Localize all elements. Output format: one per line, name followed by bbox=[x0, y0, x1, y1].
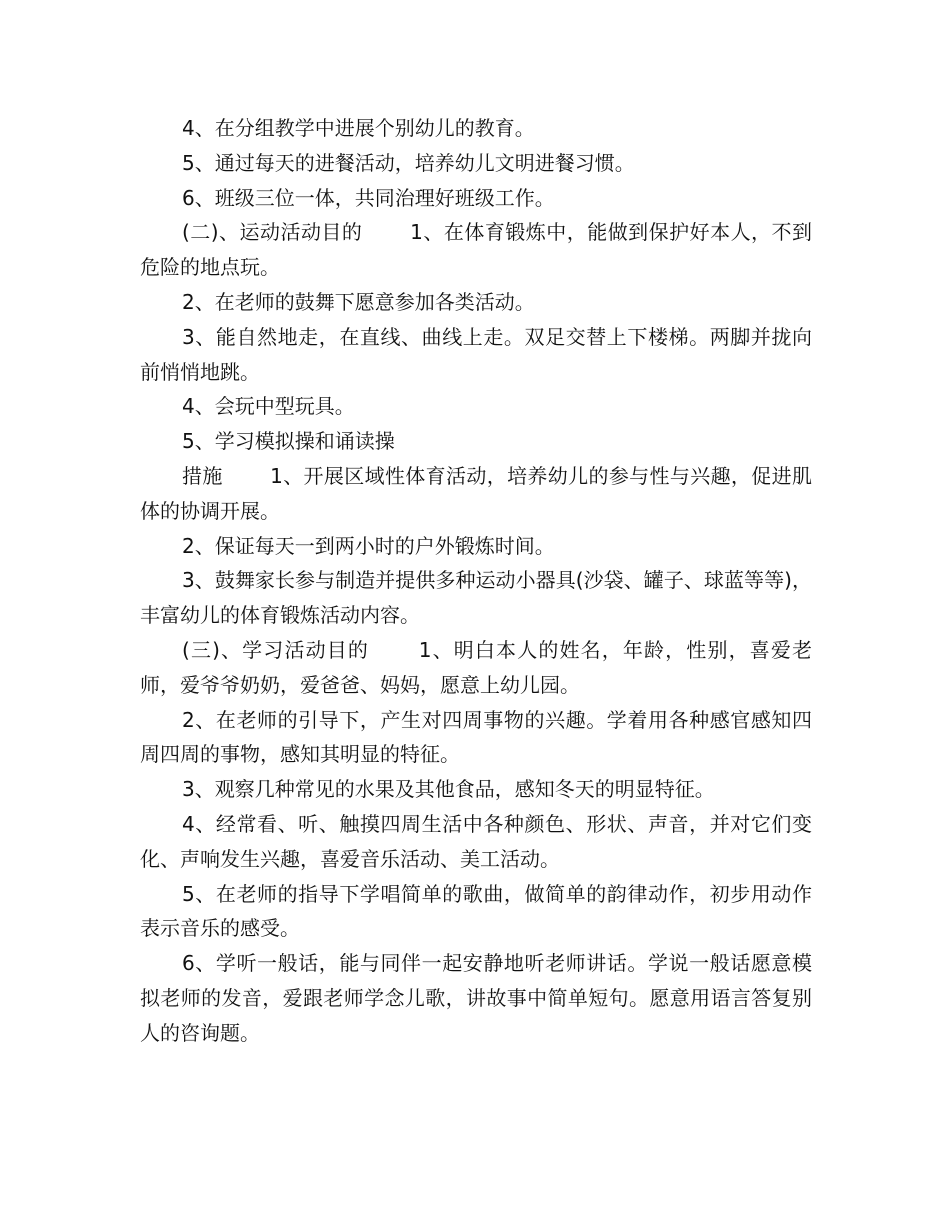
paragraph: 4、会玩中型玩具。 bbox=[182, 394, 355, 419]
paragraph: 5、学习模拟操和诵读操 bbox=[182, 429, 395, 454]
section-heading-paragraph: (三)、学习活动目的 1、明白本人的姓名，年龄，性别，喜爱老师，爱爷爷奶奶，爱爸爸、妈妈，愿意上幼儿园。 bbox=[140, 637, 812, 697]
paragraph: 6、学听一般话，能与同伴一起安静地听老师讲话。学说一般话愿意模拟老师的发音，爱跟老师学念儿歌，讲故事中简单短句。愿意用语言答复别人的咨询题。 bbox=[140, 951, 812, 1045]
paragraph: 4、经常看、听、触摸四周生活中各种颜色、形状、声音，并对它们变化、声响发生兴趣，喜爱音乐活动、美工活动。 bbox=[140, 811, 812, 871]
paragraph: 2、保证每天一到两小时的户外锻炼时间。 bbox=[182, 533, 555, 558]
paragraph: 5、在老师的指导下学唱简单的歌曲，做简单的韵律动作，初步用动作表示音乐的感受。 bbox=[140, 881, 812, 941]
document-body bbox=[140, 111, 812, 1051]
paragraph: 3、能自然地走，在直线、曲线上走。双足交替上下楼梯。两脚并拢向前悄悄地跳。 bbox=[140, 324, 812, 384]
paragraph: 6、班级三位一体，共同治理好班级工作。 bbox=[182, 185, 555, 210]
paragraph: 3、鼓舞家长参与制造并提供多种运动小器具(沙袋、罐子、球蓝等等)，丰富幼儿的体育锻炼活动内容。 bbox=[140, 568, 812, 628]
measures-paragraph: 措施 1、开展区域性体育活动，培养幼儿的参与性与兴趣，促进肌体的协调开展。 bbox=[140, 463, 812, 523]
paragraph: 2、在老师的鼓舞下愿意参加各类活动。 bbox=[182, 289, 535, 314]
paragraph: 5、通过每天的进餐活动，培养幼儿文明进餐习惯。 bbox=[182, 150, 635, 175]
paragraph: 2、在老师的引导下，产生对四周事物的兴趣。学着用各种感官感知四周四周的事物，感知其明显的特征。 bbox=[140, 707, 812, 767]
paragraph: 3、观察几种常见的水果及其他食品，感知冬天的明显特征。 bbox=[182, 777, 715, 802]
paragraph: 4、在分组教学中进展个别幼儿的教育。 bbox=[182, 116, 535, 140]
section-heading-paragraph: (二)、运动活动目的 1、在体育锻炼中，能做到保护好本人，不到危险的地点玩。 bbox=[140, 220, 812, 280]
